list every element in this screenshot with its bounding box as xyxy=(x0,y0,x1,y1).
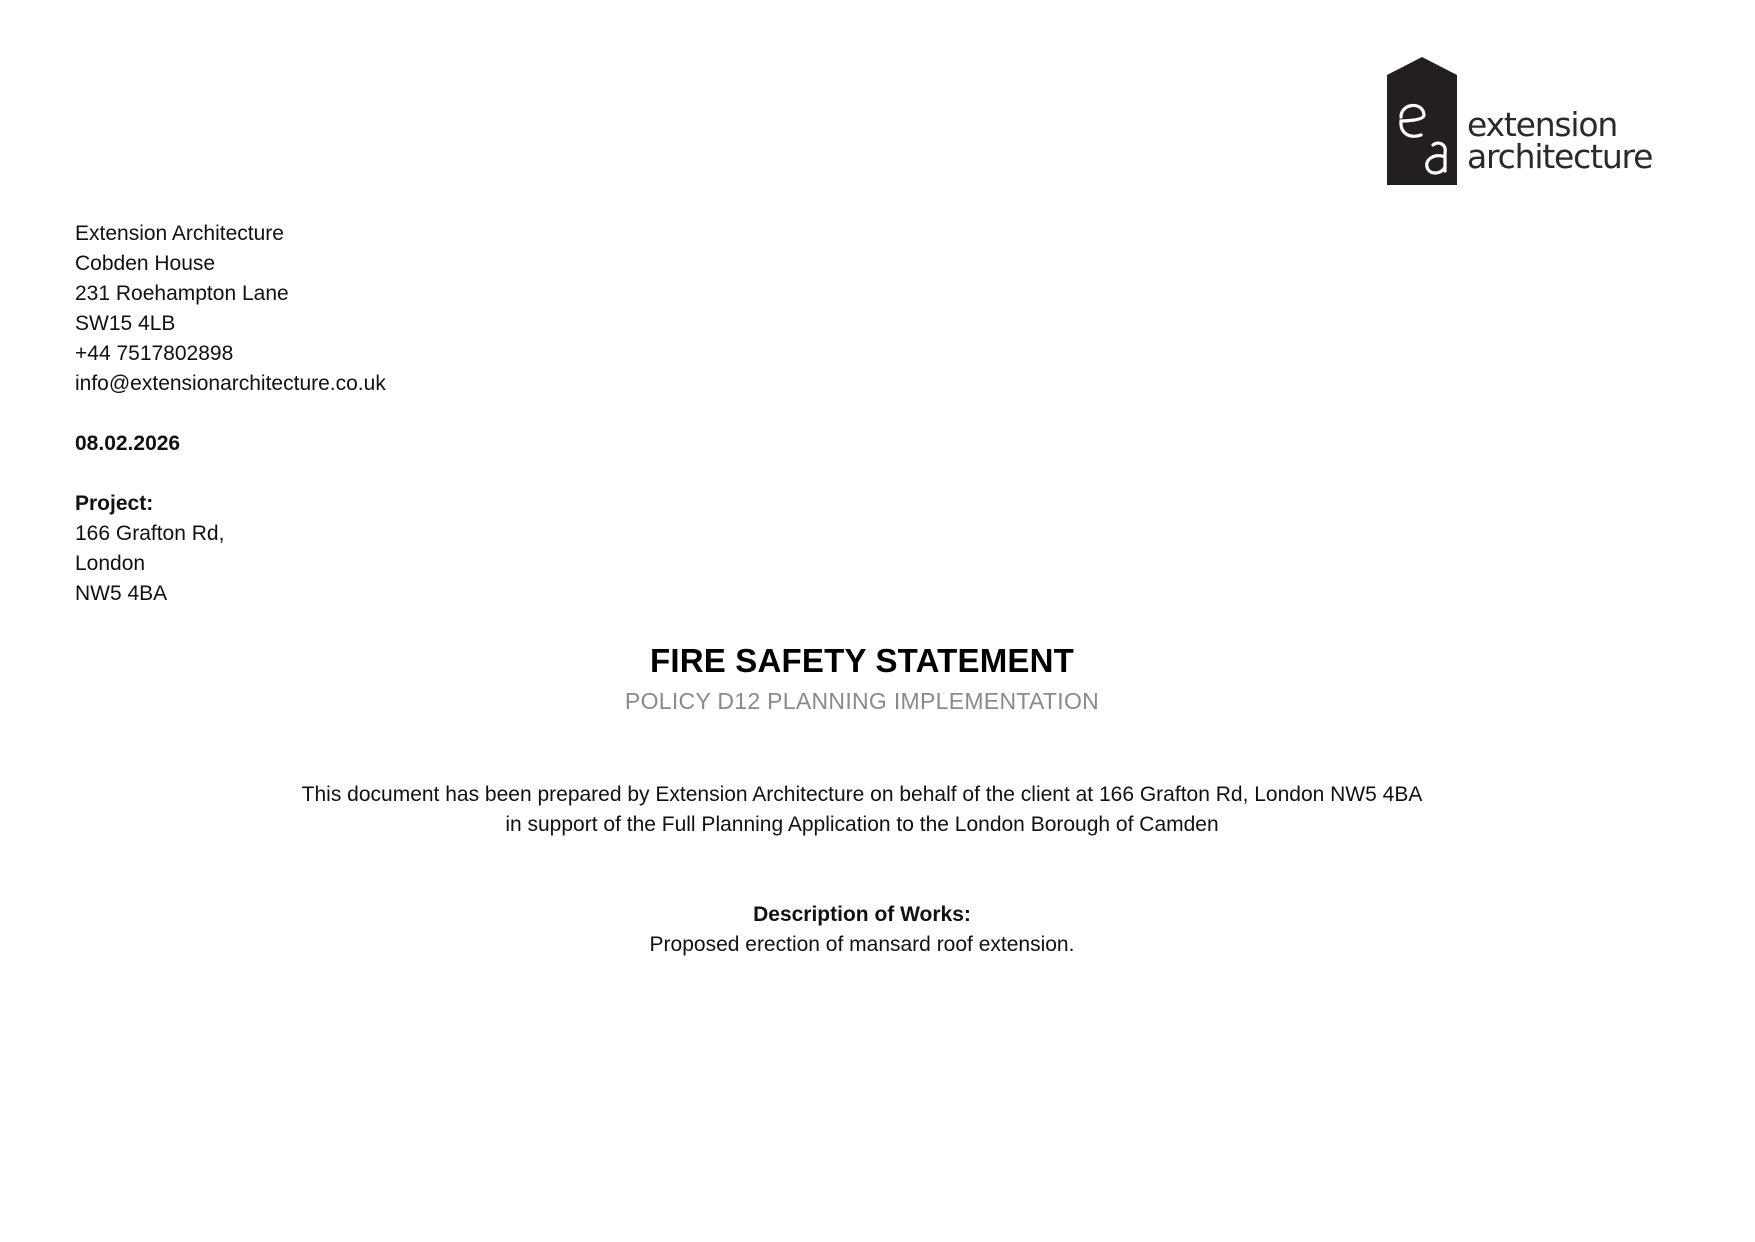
logo-wordmark-line1: extension xyxy=(1467,105,1618,144)
intro-line1: This document has been prepared by Extension Architecture on behalf of the client at 166 Grafton Rd, London NW5 4BA xyxy=(301,783,1423,806)
sender-phone: +44 7517802898 xyxy=(75,342,234,365)
document-date: 08.02.2026 xyxy=(75,432,181,455)
works-text: Proposed erection of mansard roof extension. xyxy=(649,933,1075,956)
sender-address xyxy=(75,219,386,399)
sender-postcode: SW15 4LB xyxy=(75,312,176,335)
project-label: Project: xyxy=(75,492,154,515)
document-title: FIRE SAFETY STATEMENT xyxy=(649,642,1075,679)
logo-wordmark xyxy=(1467,105,1653,176)
works-label: Description of Works: xyxy=(753,903,971,926)
house-logo-icon xyxy=(1387,57,1457,185)
sender-email: info@extensionarchitecture.co.uk xyxy=(75,372,386,395)
project-address-line1: 166 Grafton Rd, xyxy=(75,522,225,545)
sender-building: Cobden House xyxy=(75,252,216,275)
sender-name: Extension Architecture xyxy=(75,222,284,245)
document-subtitle: POLICY D12 PLANNING IMPLEMENTATION xyxy=(624,688,1100,714)
logo-wordmark-line2: architecture xyxy=(1467,137,1653,176)
intro-paragraph xyxy=(0,780,1724,840)
works-section xyxy=(0,900,1724,960)
project-block xyxy=(75,489,224,609)
sender-street: 231 Roehampton Lane xyxy=(75,282,289,305)
company-logo xyxy=(1387,57,1653,185)
project-address-line3: NW5 4BA xyxy=(75,582,168,605)
project-address-line2: London xyxy=(75,552,146,575)
intro-line2: in support of the Full Planning Application to the London Borough of Camden xyxy=(505,813,1219,836)
